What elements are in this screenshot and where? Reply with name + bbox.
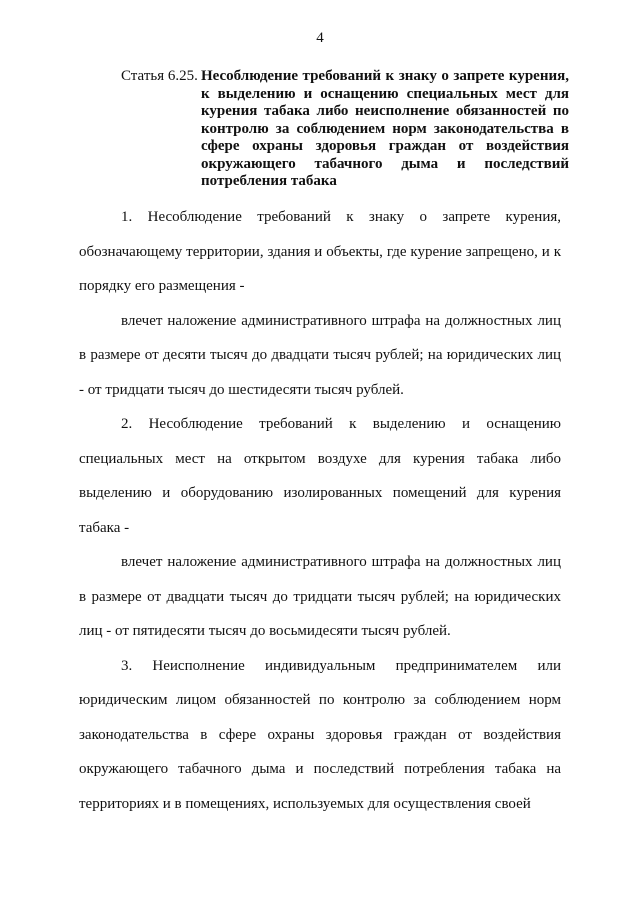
paragraph-4: влечет наложение административного штрафа на должностных лиц в размере от двадцати тысяч до тридцати тысяч рублей; на юридических лиц - от пятидесяти тысяч до восьмидесяти тысяч рублей. — [79, 554, 561, 639]
paragraph-5: 3. Неисполнение индивидуальным предпринимателем или юридическим лицом обязанностей по контролю за соблюдением норм законодательства в сфере охраны здоровья граждан от воздействия окружающего табачного дыма и последствий потребления табака на территориях и в помещениях, используемых для осуществления своей — [79, 657, 561, 812]
article-title: Несоблюдение требований к знаку о запрете курения, к выделению и оснащению специальных мест для курения табака либо неисполнение обязанностей по контролю за соблюдением норм законодательства в сфере охраны здоровья граждан от воздействия окружающего табачного дыма и последствий потребления табака — [201, 68, 569, 189]
paragraph-2: влечет наложение административного штрафа на должностных лиц в размере от десяти тысяч до двадцати тысяч рублей; на юридических лиц - от тридцати тысяч до шестидесяти тысяч рублей. — [79, 312, 561, 398]
paragraph-1: 1. Несоблюдение требований к знаку о запрете курения, обозначающему территории, здания и объекты, где курение запрещено, и к порядку его размещения - — [79, 209, 561, 294]
page-number: 4 — [316, 30, 324, 46]
article-label: Статья 6.25. — [121, 68, 198, 84]
article-heading — [121, 68, 569, 191]
document-body — [79, 200, 561, 821]
paragraph-3: 2. Несоблюдение требований к выделению и оснащению специальных мест на открытом воздухе для курения табака либо выделению и оборудованию изолированных помещений для курения табака - — [79, 416, 561, 536]
